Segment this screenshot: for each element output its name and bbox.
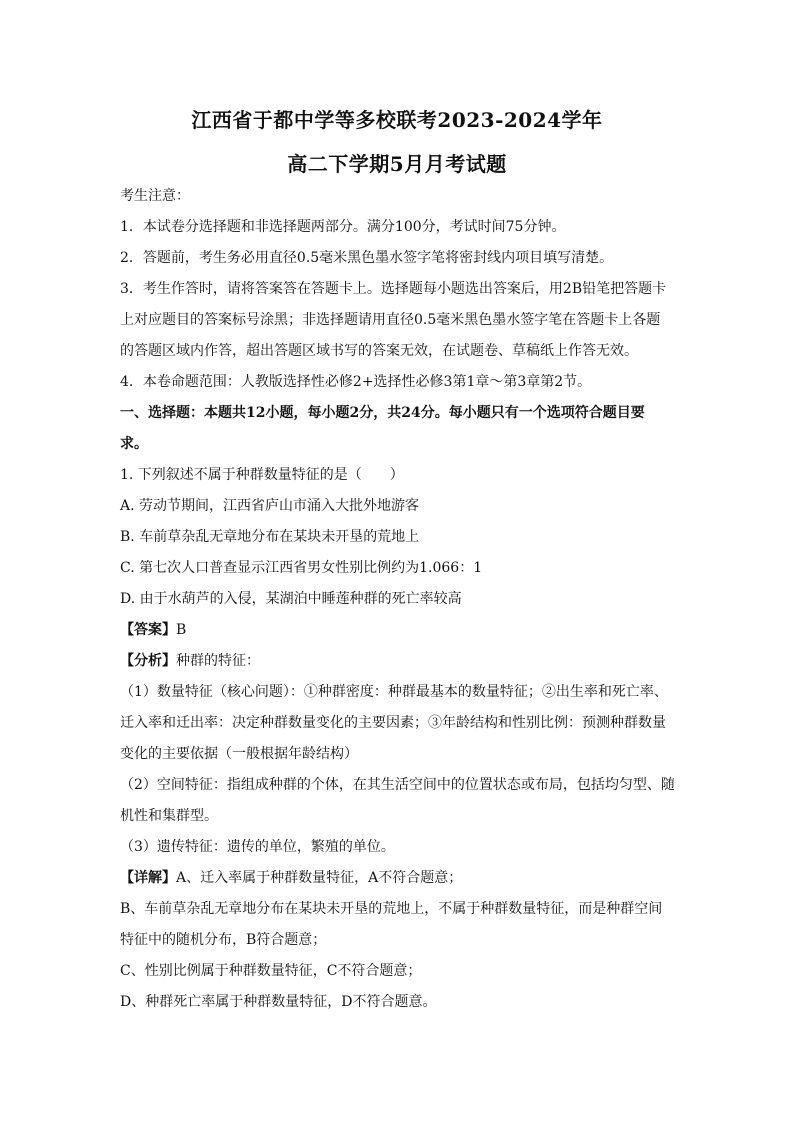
answer-tag: 【答案】 bbox=[120, 622, 176, 638]
detail-b-line2: 特征中的随机分布，B符合题意； bbox=[120, 932, 327, 948]
analysis-1-line2: 迁入率和迁出率：决定种群数量变化的主要因素；③年龄结构和性别比例：预测种群数量 bbox=[120, 715, 666, 731]
notice-item-3-line2: 上对应题目的答案标号涂黑；非选择题请用直径0.5毫米黑色墨水签字笔在答题卡上各题 bbox=[120, 312, 661, 328]
question-stem: 1. 下列叙述不属于种群数量特征的是（ ） bbox=[120, 467, 404, 483]
section-heading-line2: 求。 bbox=[120, 436, 148, 452]
notice-heading: 考生注意： bbox=[120, 188, 190, 204]
analysis-1-line1: （1）数量特征（核心问题）：①种群密度：种群最基本的数量特征；②出生率和死亡率、 bbox=[120, 684, 668, 700]
detail-d: D、种群死亡率属于种群数量特征，D不符合题意。 bbox=[120, 994, 437, 1010]
answer-value: B bbox=[176, 622, 187, 638]
detail-b-line1: B、车前草杂乱无章地分布在某块未开垦的荒地上，不属于种群数量特征，而是种群空间 bbox=[120, 901, 663, 917]
option-a: A. 劳动节期间，江西省庐山市涌入大批外地游客 bbox=[120, 498, 420, 514]
section-heading-line1: 一、选择题：本题共12小题，每小题2分，共24分。每小题只有一个选项符合题目要 bbox=[120, 405, 645, 421]
detail-c: C、性别比例属于种群数量特征，C不符合题意； bbox=[120, 963, 422, 979]
analysis-3: （3）遗传特征：遗传的单位，繁殖的单位。 bbox=[120, 839, 395, 855]
analysis-1-line3: 变化的主要依据（一般根据年龄结构） bbox=[120, 746, 358, 762]
detail-tag: 【详解】 bbox=[120, 870, 176, 886]
page-title-line1: 江西省于都中学等多校联考2023-2024学年 bbox=[191, 108, 603, 132]
answer-line bbox=[120, 620, 680, 640]
notice-item-4: 4．本卷命题范围：人教版选择性必修2+选择性必修3第1章～第3章第2节。 bbox=[120, 374, 592, 390]
analysis-tag: 【分析】 bbox=[120, 653, 176, 669]
notice-item-1: 1．本试卷分选择题和非选择题两部分。满分100分，考试时间75分钟。 bbox=[120, 219, 566, 235]
notice-item-2: 2．答题前，考生务必用直径0.5毫米黑色墨水签字笔将密封线内项目填写清楚。 bbox=[120, 250, 614, 266]
option-d: D. 由于水葫芦的入侵，某湖泊中睡莲种群的死亡率较高 bbox=[120, 591, 462, 607]
analysis-2-line2: 机性和集群型。 bbox=[120, 808, 218, 824]
detail-a-line bbox=[120, 868, 680, 888]
option-b: B. 车前草杂乱无章地分布在某块未开垦的荒地上 bbox=[120, 529, 420, 545]
analysis-line bbox=[120, 651, 680, 671]
notice-item-3-line1: 3．考生作答时，请将答案答在答题卡上。选择题每小题选出答案后，用2B铅笔把答题卡 bbox=[120, 281, 667, 297]
page-title-line2: 高二下学期5月月考试题 bbox=[287, 152, 507, 176]
analysis-2-line1: （2）空间特征：指组成种群的个体，在其生活空间中的位置状态或布局，包括均匀型、随 bbox=[120, 777, 675, 793]
analysis-value: 种群的特征： bbox=[176, 653, 260, 669]
notice-item-3-line3: 的答题区域内作答，超出答题区域书写的答案无效，在试题卷、草稿纸上作答无效。 bbox=[120, 343, 638, 359]
option-c: C. 第七次人口普查显示江西省男女性别比例约为1.066：1 bbox=[120, 560, 483, 576]
detail-a: A、迁入率属于种群数量特征，A不符合题意； bbox=[176, 870, 463, 886]
